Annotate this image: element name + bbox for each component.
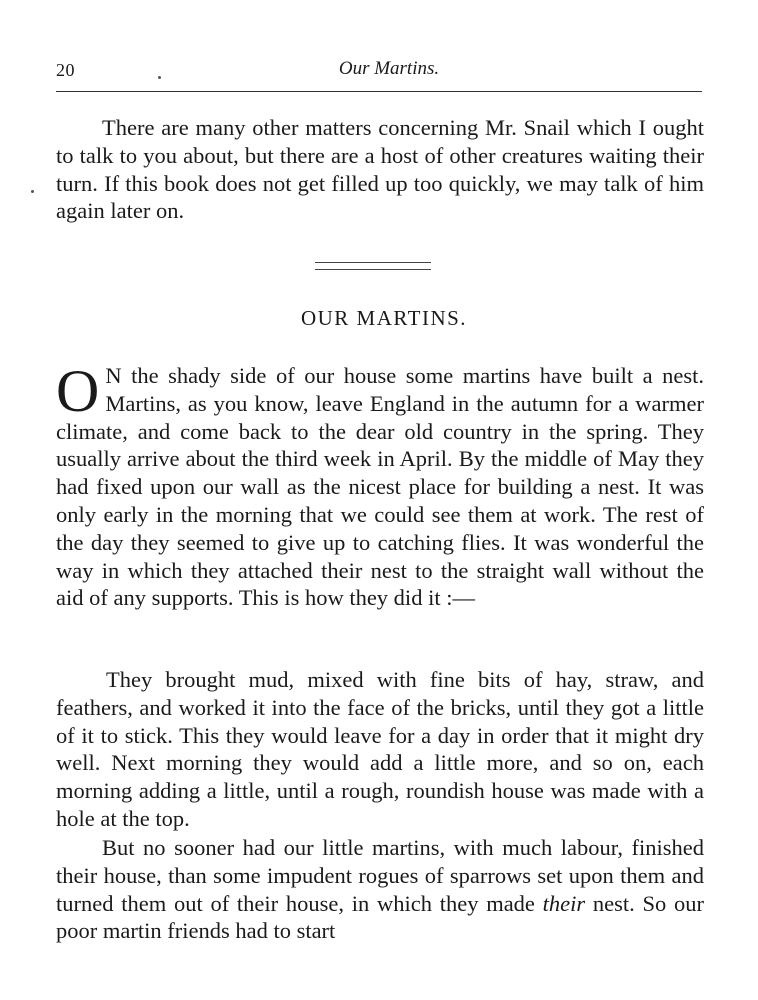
paragraph-sparrows-emphasis: their	[542, 890, 586, 916]
section-heading: OUR MARTINS.	[300, 306, 468, 330]
paragraph-sparrows-after: nest. So our poor martin friends had to start	[56, 890, 704, 944]
paragraph-martins-intro-text: N the shady side of our house some martins have built a nest. Martins, as you know, leave England in the autumn for a warmer climate, and come back to the dear old country in the spring. They usually arrive about the third week in April. By the middle of May they had fixed upon our wall as the nicest place for building a nest. It was only early in the morning that we could see them at work. The rest of the day they seemed to give up to catching flies. It was wonderful the way in which they attached their nest to the straight wall without the aid of any supports. This is how they did it :—	[56, 363, 704, 611]
page-number: 20	[56, 60, 75, 80]
paragraph-sparrows-before: But no sooner had our little martins, with much labour, finished their house, than some impudent rogues of sparrows set upon them and turned them out of their house, in which they made	[56, 835, 704, 916]
running-title: Our Martins.	[338, 58, 440, 79]
section-divider	[315, 262, 431, 270]
header-rule	[56, 91, 702, 92]
paragraph-nest-building: They brought mud, mixed with fine bits of hay, straw, and feathers, and worked it into the face of the bricks, until they got a little of it to stick. This they would leave for a day in order that it might dry well. Next morning they would add a little more, and so on, each morning adding a little, until a rough, roundish house was made with a hole at the top.	[56, 667, 704, 831]
paragraph-sparrows	[56, 834, 704, 945]
paragraph-martins-intro	[56, 358, 704, 612]
paragraph-snail-conclusion: There are many other matters concerning Mr. Snail which I ought to talk to you about, but there are a host of other creatures waiting their turn. If this book does not get filled up too quickly, we may talk of him again later on.	[56, 115, 704, 224]
print-speck	[158, 76, 161, 79]
drop-cap: O	[56, 358, 100, 424]
print-speck	[31, 190, 34, 193]
running-head	[56, 58, 702, 84]
